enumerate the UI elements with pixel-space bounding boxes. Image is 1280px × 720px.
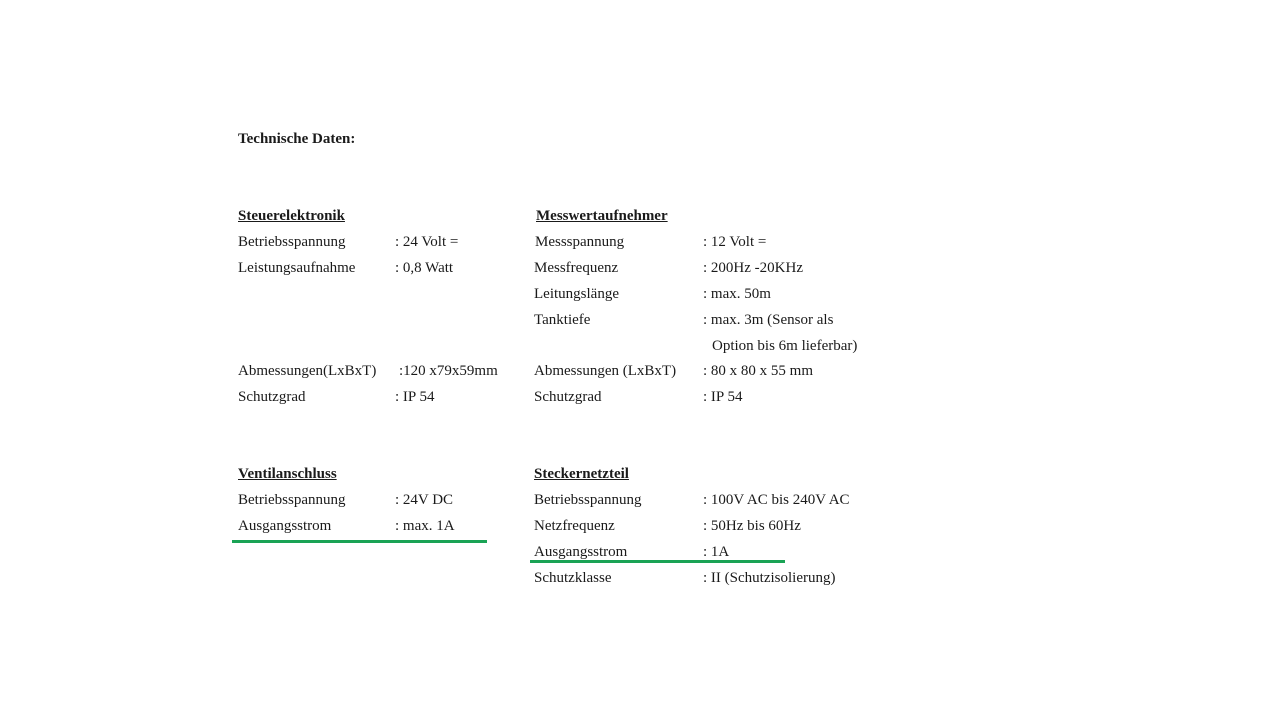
section-heading-messwertaufnehmer: Messwertaufnehmer [536,208,668,224]
spec-label: Ausgangsstrom [534,544,628,560]
spec-value: : max. 3m (Sensor als [703,312,834,328]
spec-label: Abmessungen(LxBxT) [238,363,377,379]
spec-label: Betriebsspannung [238,492,346,508]
spec-value: : IP 54 [703,389,743,405]
spec-value-continuation: Option bis 6m lieferbar) [712,338,858,354]
spec-value: : 24V DC [395,492,454,508]
section-heading-steckernetzteil: Steckernetzteil [534,466,629,482]
spec-value: : 1A [703,544,730,560]
spec-label: Schutzgrad [534,389,602,405]
spec-value: : 12 Volt = [703,234,767,250]
spec-value: : 24 Volt = [395,234,459,250]
spec-value: : 200Hz -20KHz [703,260,803,276]
spec-label: Betriebsspannung [534,492,642,508]
highlight-underline [232,540,487,543]
spec-label: Schutzgrad [238,389,306,405]
spec-value: : 100V AC bis 240V AC [703,492,850,508]
spec-label: Messfrequenz [534,260,619,276]
spec-value: : II (Schutzisolierung) [703,570,836,586]
spec-label: Netzfrequenz [534,518,615,534]
spec-label: Leistungsaufnahme [238,260,356,276]
spec-value: : IP 54 [395,389,435,405]
spec-label: Messspannung [535,234,625,250]
spec-label: Betriebsspannung [238,234,346,250]
spec-label: Leitungslänge [534,286,619,302]
spec-label: Schutzklasse [534,570,612,586]
spec-value: : max. 1A [395,518,455,534]
page-title: Technische Daten: [238,131,356,147]
spec-label: Abmessungen (LxBxT) [534,363,677,379]
spec-label: Ausgangsstrom [238,518,332,534]
spec-value: : 50Hz bis 60Hz [703,518,801,534]
spec-value: : max. 50m [703,286,771,302]
spec-value: : 0,8 Watt [395,260,454,276]
section-heading-steuerelektronik: Steuerelektronik [238,208,345,224]
highlight-underline [530,560,785,563]
spec-label: Tanktiefe [534,312,591,328]
section-heading-ventilanschluss: Ventilanschluss [238,466,337,482]
spec-value: :120 x79x59mm [399,363,498,379]
spec-value: : 80 x 80 x 55 mm [703,363,814,379]
